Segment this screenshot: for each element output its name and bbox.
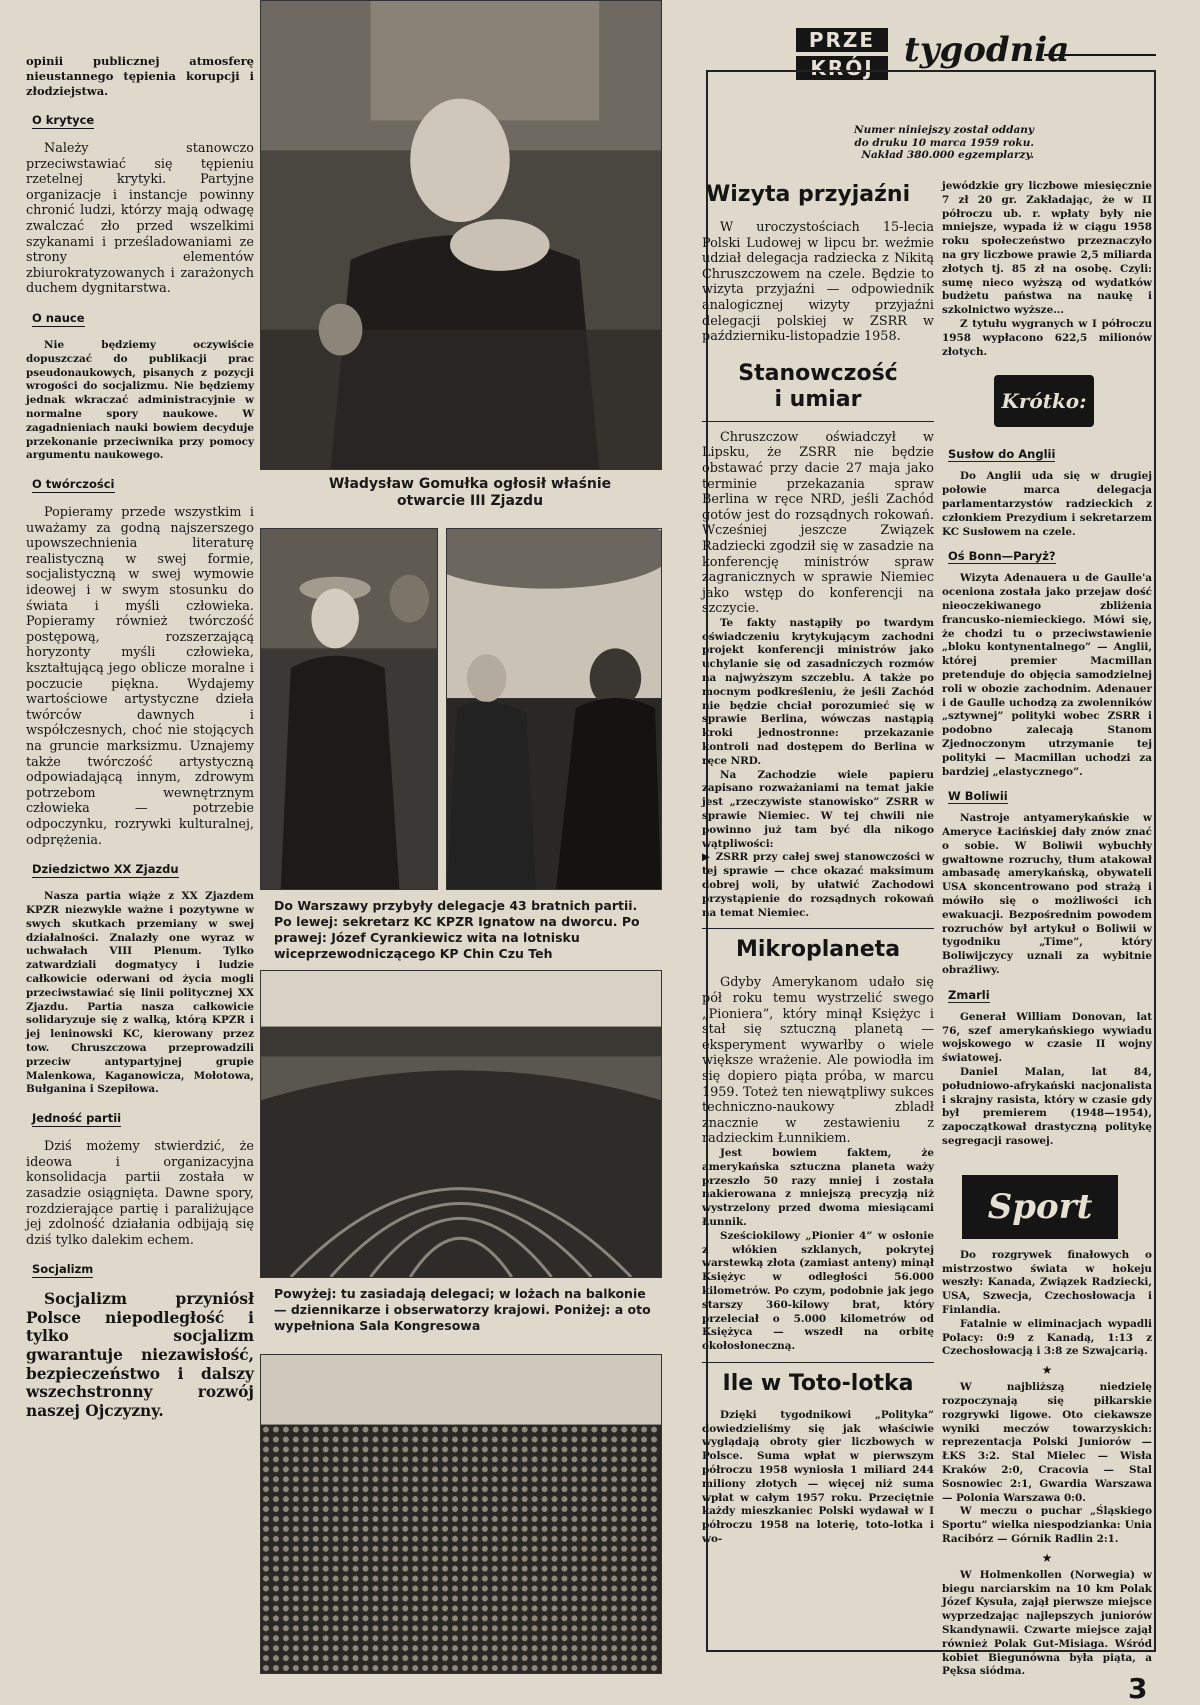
text-toto-cont-2: Z tytułu wygranych w I półroczu 1958 wypłacono 622,5 milionów złotych. — [942, 317, 1152, 358]
text-stanowczosc-4-body: ZSRR przy całej swej stanowczości w tej sprawie — chce okazać maksimum dobrej woli, by ułatwić Zachodowi przystąpienie do rozsądnych rokowań na temat Niemiec. — [702, 851, 934, 919]
text-sport-1: Do rozgrywek finałowych o mistrzostwo świata w hokeju weszły: Kanada, Związek Radziecki, USA, Szwecja, Czechosłowacja i Finlandia. — [942, 1248, 1152, 1317]
section-text-socjalizm: Socjalizm przyniósł Polsce niepodległość i tylko socjalizm gwarantuje niezawisłość, bezpieczeństwo i dalszy wszechstronny rozwój naszej Ojczyzny. — [26, 1290, 254, 1420]
text-stanowczosc-4 — [702, 851, 934, 920]
photo-sala-full — [260, 1354, 662, 1674]
title-mikroplaneta: Mikroplaneta — [735, 937, 901, 963]
section-head-nauce: O nauce — [32, 310, 85, 325]
text-boliwia: Nastroje antyamerykańskie w Ameryce Łacińskiej dały znów znać o sobie. W Boliwii wybuchły gwałtowne rozruchy, tłum atakował ambasadę amerykańską, obywateli USA skoncentrowano pod strażą i mówiło się o możliwości ich ewakuacji. Bezpośrednim powodem rozruchów był artykuł o Boliwii w tygodniku „Time”, który Boliwijczycy uznali za wybitnie obraźliwy. — [942, 812, 1152, 977]
arrow-icon: ▶ — [702, 851, 716, 864]
text-toto-cont: jewódzkie gry liczbowe miesięcznie 7 zł 20 gr. Zakładając, że w II półroczu ub. r. wpłaty były nie mniejsze, wypada iż w ciągu 1958 roku społeczeństwo przeznaczyło na gry liczbowe prawie 2,5 miliarda złotych tj. 85 zł na osobę. Czyli: sumę nieco wyższą od wydatków budżetu państwa na naukę i szkolnictwo wyższe... — [942, 180, 1152, 317]
page-number: 3 — [1128, 1672, 1148, 1705]
caption-sala: Powyżej: tu zasiadają delegaci; w lożach na balkonie — dziennikarze i obserwatorzy krajowi. Poniżej: a oto wypełniona Sala Kongresowa — [274, 1286, 651, 1333]
head-suslow: Susłow do Anglii — [948, 447, 1056, 462]
head-os: Oś Bonn—Paryż? — [948, 549, 1056, 564]
text-sport-5: W Holmenkollen (Norwegia) w biegu narciarskim na 10 km Polak Józef Kysuła, zajął pierwsze miejsce wyprzedzając najlepszych juniorów Skandynawii. Czwarte miejsce zajął również Polak Gut-Misiaga. Wśród kobiet Biegunówna była piąta, a Pęksa siódma. — [942, 1568, 1152, 1678]
photo-czu-teh — [446, 528, 662, 890]
text-sport-4: W meczu o puchar „Śląskiego Sportu” wielka niespodzianka: Unia Racibórz — Górnik Radlin 2:1. — [942, 1505, 1152, 1545]
text-sport-3: W najbliższą niedzielę rozpoczynają się piłkarskie rozgrywki ligowe. Oto ciekawsze wyniki meczów towarzyskich: reprezentacja Polski Juniorów — ŁKS 3:2. Stal Mielec — Wisła Kraków 2:0, Cracovia — Stal Sosnowiec 2:1, Gwardia Warszawa — Polonia Warszawa 0:0. — [942, 1381, 1152, 1504]
text-zmarli-2: Daniel Malan, lat 84, południowo-afrykański nacjonalista i skrajny rasista, który w czasie gdy był premierem (1948—1954), zapoczątkował drastyczną politykę segregacji rasowej. — [942, 1066, 1152, 1148]
title-stanowczosc-1: Stanowczość — [738, 360, 898, 386]
text-suslow: Do Anglii uda się w drugiej połowie marca delegacja parlamentarzystów radzieckich z członkiem Prezydium i sekretarzem KC Susłowem na czele. — [942, 470, 1152, 538]
text-wizyta: W uroczystościach 15-lecia Polski Ludowej w lipcu br. weźmie udział delegacja radziecka z Nikitą Chruszczowem na czele. Będzie to wizyta przyjaźni — odpowiednik analogicznej wizyty przyjaźni delegacji polskiej w ZSRR w październiku-listopadzie 1958. — [702, 220, 934, 345]
section-text-nauce: Nie będziemy oczywiście dopuszczać do publikacji prac pseudonaukowych, pisanych z pozycji wrogości do socjalizmu. Nie będziemy jednak wkraczać administracyjnie w normalne spory naukowe. W zagadnieniach nauki bowiem decyduje przekonanie przeciwnika przy pomocy argumentu naukowego. — [26, 338, 254, 462]
section-text-jednosc: Dziś możemy stwierdzić, że ideowa i organizacyjna konsolidacja partii została w zasadzie osiągnięta. Dawne spory, rozdzierające partię i paraliżujące jej zdolność działania odbijają się dziś tylko dalekim echem. — [26, 1139, 254, 1248]
text-os: Wizyta Adenauera u de Gaulle'a oceniona została jako przejaw dość nieoczekiwanego zbliżenia francusko-niemieckiego. Mówi się, że chodzi tu o przeciwstawienie „bloku kontynentalnego” — Anglii, której premier Macmillan pretenduje do objęcia samodzielnej roli w obozie zachodnim. Adenauer i de Gaulle uchodzą za zwolenników „sztywnej” polityki wobec ZSRR i podobno zalecają Stanom Zjednoczonym utrzymanie tej polityki — Macmillan uchodzi za bardziej „elastycznego”. — [942, 572, 1152, 778]
masthead-tygodnia: tygodnia — [904, 30, 1070, 70]
section-text-krytyce: Należy stanowczo przeciwstawiać się tępieniu rzetelnej krytyki. Partyjne organizacje i instancje powinny chronić ludzi, którzy mają odwagę zwalczać zło przed wszelkimi szykanami i prześladowaniami ze strony elementów zbiurokratyzowanych i zarażonych duchem dygnitarstwa. — [26, 141, 254, 297]
head-boliwia: W Boliwii — [948, 789, 1008, 804]
logo-bottom: KRÓJ — [796, 56, 888, 80]
title-toto: Ile w Toto-lotka — [722, 1370, 914, 1396]
print-info — [830, 124, 1034, 162]
section-head-jednosc: Jedność partii — [32, 1111, 122, 1126]
head-zmarli: Zmarli — [948, 987, 990, 1002]
title-wizyta: Wizyta przyjaźni — [706, 182, 911, 207]
masthead-rule — [1044, 54, 1156, 56]
print-line-2: do druku 10 marca 1959 roku. — [854, 136, 1034, 149]
logo-top: PRZE — [796, 28, 888, 52]
section-head-socjalizm: Socjalizm — [32, 1262, 94, 1277]
column-3 — [702, 180, 934, 1547]
text-mikro-2: Jest bowiem faktem, że amerykańska sztuczna planeta waży przeszło 50 razy mniej i została nakierowana z mniejszą precyzją niż wystrzelony przed dwoma miesiącami Łunnik. — [702, 1146, 934, 1228]
photo-gomulka — [260, 0, 662, 470]
text-zmarli-1: Generał William Donovan, lat 76, szef amerykańskiego wywiadu wojskowego w czasie II wojny światowej. — [942, 1010, 1152, 1065]
text-mikro-3: Sześciokilowy „Pionier 4” w osłonie z włókien szklanych, pokrytej warstewką złota (zamiast anteny) minął Księżyc w odległości 56.000 kilometrów. Po czym, podobnie jak jego starszy 360-kilowy brat, który przeleciał o 5.000 kilometrów od Księżyca — wszedł na orbitę okołosłoneczną. — [702, 1229, 934, 1353]
section-text-tworczosci: Popieramy przede wszystkim i uważamy za godną najszerszego upowszechnienia literaturę realistyczną w swej formie, socjalistyczną w swej wymowie ideowej i w swym stosunku do świata i myśli człowieka. Popieramy również twórczość postępową, rozszerzającą horyzonty myśli człowieka, kształtującą jego oblicze moralne i poczucie piękna. Wydajemy wartościowe artystyczne dzieła twórców dawnych i współczesnych, choć nie stojących na gruncie marksizmu. Uznajemy także twórczość artystyczną odpowiadającą innym, zdrowym potrzebom wewnętrznym człowieka — potrzebie odpoczynku, rozrywki kulturalnej, odprężenia. — [26, 505, 254, 848]
text-stanowczosc-3: Na Zachodzie wiele papieru zapisano rozważaniami na temat jakie jest „rzeczywiste stanowisko” ZSRR w sprawie Niemiec. W tej chwili nie powinno już tam być dla nikogo wątpliwości: — [702, 768, 934, 850]
intro-text: opinii publicznej atmosferę nieustannego tępienia korupcji i złodziejstwa. — [26, 54, 254, 98]
section-head-tworczosci: O twórczości — [32, 477, 115, 492]
divider — [702, 928, 934, 929]
text-mikro: Gdyby Amerykanom udało się pół roku temu wystrzelić swego „Pioniera”, który minął Księżyc i stał się sztuczną planetą — eksperyment wywarłby o wiele większe wrażenie. Ale powiodła im się dopiero piąta próba, w marcu 1959. Toteż ten niewątpliwy sukces techniczno-naukowy zbladł znacznie w zestawieniu z radzieckim Łunnikiem. — [702, 975, 934, 1147]
caption-gomulka: Władysław Gomułka ogłosił właśnie otwarcie III Zjazdu — [328, 476, 612, 509]
text-toto: Dzięki tygodnikowi „Polityka” dowiedzieliśmy się jak właściwie wyglądają obroty gier liczbowych w Polsce. Suma wpłat w pierwszym półroczu 1958 wyniosła 1 miliard 244 miliony złotych — więcej niż suma wpłat w całym 1957 roku. Przeciętnie każdy mieszkaniec Polski wydawał w I półroczu 1958 na loterię, toto-lotka i wo- — [702, 1408, 934, 1546]
photo-ignatow — [260, 528, 438, 890]
column-4 — [942, 180, 1152, 1679]
column-1 — [26, 54, 254, 1420]
caption-delegacje: Do Warszawy przybyły delegacje 43 bratnich partii. Po lewej: sekretarz KC KPZR Ignatow na dworcu. Po prawej: Józef Cyrankiewicz wita na lotnisku wiceprzewodniczącego KP Chin Czu Teh — [274, 898, 640, 961]
text-sport-2: Fatalnie w eliminacjach wypadli Polacy: 0:9 z Kanadą, 1:13 z Czechosłowacją i 3:8 ze Szwajcarią. — [942, 1317, 1152, 1358]
section-text-dziedzictwo: Nasza partia wiąże z XX Zjazdem KPZR niezwykle ważne i pozytywne w swych skutkach przemiany w swej działalności. Znalazły one wyraz w uchwałach VIII Plenum. Tylko zatwardziali dogmatycy i ludzie całkowicie oderwani od życia mogli przeciwstawiać się linii politycznej XX Zjazdu. Partia nasza całkowicie solidaryzuje się z walką, którą KPZR i jej leninowski KC, kierowany przez tow. Chruszczowa przeprowadzili przeciw antypartyjnej grupie Malenkowa, Kaganowicza, Mołotowa, Bułganina i Szepiłowa. — [26, 890, 254, 1096]
print-line-1: Numer niniejszy został oddany — [853, 124, 1034, 136]
section-head-dziedzictwo: Dziedzictwo XX Zjazdu — [32, 862, 179, 877]
title-stanowczosc — [702, 361, 934, 413]
photo-sala-empty — [260, 970, 662, 1278]
divider — [702, 1362, 934, 1363]
divider — [702, 421, 934, 422]
star-icon: ★ — [1041, 1550, 1053, 1565]
section-head-krytyce: O krytyce — [32, 113, 95, 127]
title-stanowczosc-2: i umiar — [774, 386, 862, 412]
print-line-3: Nakład 380.000 egzemplarzy. — [861, 149, 1034, 161]
text-stanowczosc-2: Te fakty nastąpiły po twardym oświadczeniu krytykującym zachodni projekt konferencji ministrów jako uchylanie się od zasadniczych rozmów na najwyższym szczeblu. A także po mocnym podkreśleniu, że jeśli Zachód nie będzie chciał porozumieć się w sprawie Berlina, wówczas nastąpią kroki jednostronne: przekazanie kontroli nad dostępem do Berlina w ręce NRD. — [702, 616, 934, 767]
text-stanowczosc: Chruszczow oświadczył w Lipsku, że ZSRR nie będzie obstawać przy dacie 27 maja jako terminie przekazania spraw Berlina w ręce NRD, jeśli Zachód gotów jest do rozsądnych rokowań. Wcześniej jeszcze Związek Radziecki zgodził się w zasadzie na konferencję ministrów spraw zagranicznych w sprawie Niemiec jako wstęp do konferencji na szczycie. — [702, 429, 934, 617]
sport-logo: Sport — [962, 1175, 1118, 1239]
star-icon: ★ — [1041, 1363, 1053, 1378]
krotko-logo: Krótko: — [994, 375, 1094, 427]
